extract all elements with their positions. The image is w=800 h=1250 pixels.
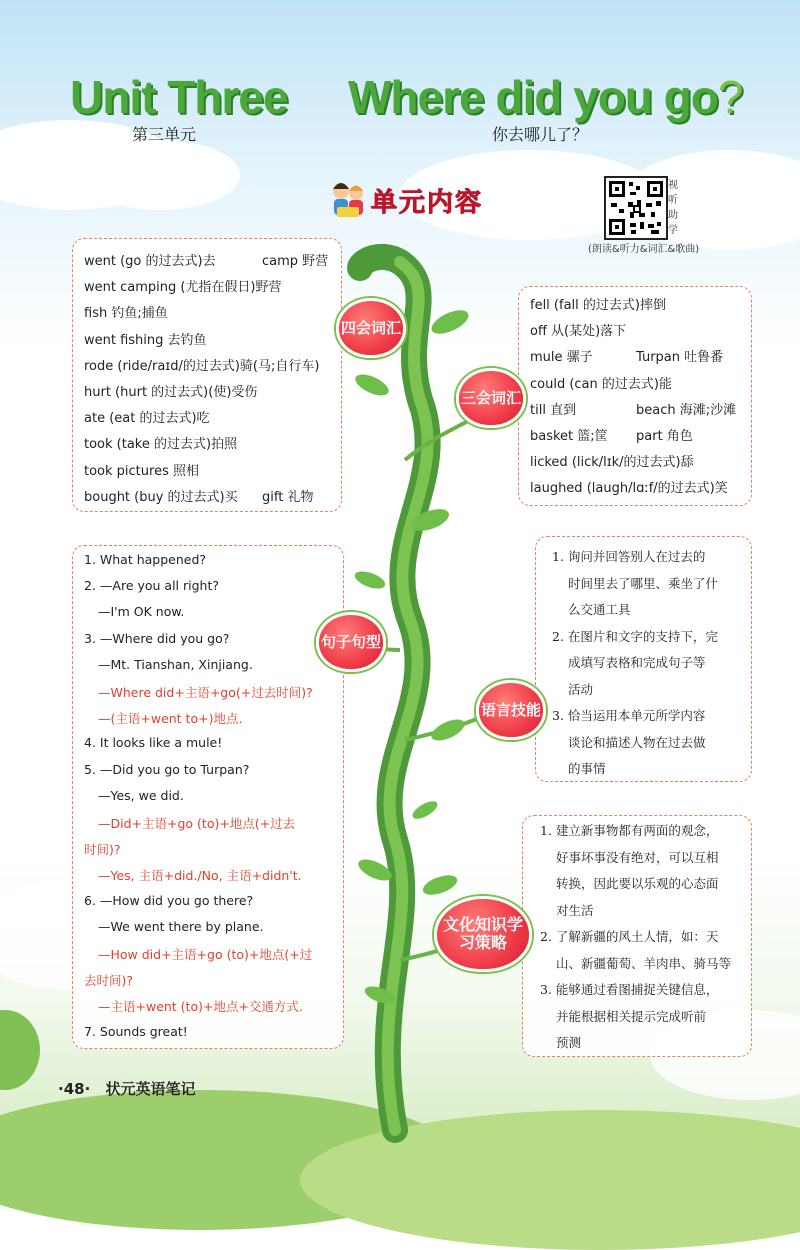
sentence-line: 4. It looks like a mule! [84, 735, 223, 751]
vocab-item: fell (fall 的过去式)摔倒 [530, 298, 666, 313]
vocab-item: licked (lick/lɪk/的过去式)舔 [530, 455, 694, 471]
sentence-line: —Yes, we did. [98, 787, 184, 803]
sentence-line: —主语+went (to)+地点+交通方式. [98, 999, 303, 1015]
culture-line: 3. 能够通过看图捕捉关键信息， [540, 982, 719, 997]
skill-line: 成填写表格和完成句子等 [568, 655, 706, 670]
culture-line: 对生活 [556, 902, 594, 918]
culture-line: 并能根据相关提示完成听前 [556, 1008, 707, 1024]
sentence-line: 1. What happened? [84, 552, 207, 567]
sentence-line: 6. —How did you go there? [84, 892, 254, 908]
vocab-item: went camping (尤指在假日)野营 [84, 280, 282, 296]
sentence-line: —Mt. Tianshan, Xinjiang. [98, 656, 253, 672]
sentence-line: —Did+主语+go (to)+地点(+过去 [98, 816, 296, 831]
sentence-line: 时间)? [84, 842, 121, 858]
unit-subtitle: 第三单元 [132, 125, 197, 144]
vocab-item: mule 骡子 [530, 350, 593, 366]
skill-line: 时间里去了哪里、乘坐了什 [568, 575, 719, 591]
page-number: ·48· [58, 1080, 91, 1098]
vocab-item: fish 钓鱼;捕鱼 [84, 306, 168, 322]
badge-language-skills: 语言技能 [476, 680, 546, 740]
sentence-line: 7. Sounds great! [84, 1023, 188, 1039]
badge-sentences: 句子句型 [316, 612, 386, 672]
title-text: Where did you go [348, 71, 718, 123]
sentence-line: 3. —Where did you go? [84, 630, 230, 646]
skill-line: 1. 询问并回答别人在过去的 [552, 549, 706, 564]
badge-four-skills-vocab: 四会词汇 [336, 298, 406, 358]
vocab-item: took pictures 照相 [84, 463, 199, 479]
sentence-line: —Yes, 主语+did./No, 主语+didn't. [98, 868, 302, 884]
vocab-item: camp 野营 [262, 254, 329, 269]
vocab-item: Turpan 吐鲁番 [636, 350, 724, 366]
skill-line: 2. 在图片和文字的支持下，完 [552, 628, 718, 644]
question-mark: ? [717, 71, 743, 123]
sentence-line: —How did+主语+go (to)+地点(+过 [98, 947, 313, 962]
vocab-item: went (go 的过去式)去 [84, 254, 216, 269]
culture-line: 1. 建立新事物都有两面的观念， [540, 823, 719, 838]
badge-culture-strategy: 文化知识学习策略 [434, 896, 532, 972]
book-title: 状元英语笔记 [105, 1080, 196, 1098]
skill-line: 的事情 [568, 761, 606, 776]
page-footer [58, 1078, 196, 1099]
vocab-item: hurt (hurt 的过去式)(使)受伤 [84, 385, 258, 400]
vocab-item: rode (ride/raɪd/的过去式)骑(马;自行车) [84, 358, 320, 374]
sentence-line: —(主语+went to+)地点. [98, 711, 243, 727]
vocab-item: went fishing 去钓鱼 [84, 332, 207, 348]
skill-line: 3. 恰当运用本单元所学内容 [552, 708, 706, 723]
vocab-item: bought (buy 的过去式)买 [84, 489, 238, 505]
question-subtitle: 你去哪儿了？ [492, 125, 589, 144]
qr-caption: (朗读&听力&词汇&歌曲) [588, 244, 700, 255]
culture-line: 好事坏事没有绝对，可以互相 [556, 849, 719, 865]
vocab-item: part 角色 [636, 429, 693, 444]
vocab-item: laughed (laugh/lɑːf/的过去式)笑 [530, 481, 728, 497]
badge-three-skills-vocab: 三会词汇 [456, 368, 526, 428]
three-skills-vocab-box [518, 286, 752, 506]
sentence-line: —Where did+主语+go(+过去时间)? [98, 685, 313, 700]
vocab-item: basket 篮;筐 [530, 429, 608, 444]
culture-line: 预测 [556, 1035, 582, 1050]
banner-label: 单元内容 [371, 187, 484, 218]
sentence-line: 2. —Are you all right? [84, 578, 220, 594]
skill-line: 谈论和描述人物在过去做 [568, 734, 706, 750]
culture-line: 转换，因此要以乐观的心态面 [556, 876, 719, 891]
sentence-line: 5. —Did you go to Turpan? [84, 761, 250, 777]
skill-line: 活动 [568, 681, 594, 697]
qr-side-label: 视听助学 [668, 180, 678, 236]
sentence-line: —We went there by plane. [98, 918, 264, 934]
vocab-item: gift 礼物 [262, 489, 314, 505]
vocab-item: could (can 的过去式)能 [530, 376, 672, 392]
culture-line: 2. 了解新疆的风土人情，如：天 [540, 929, 719, 944]
sentence-line: 去时间)? [84, 973, 134, 989]
vocab-item: took (take 的过去式)拍照 [84, 437, 238, 453]
sentence-line: —I'm OK now. [98, 604, 185, 620]
unit-title: Unit Three [70, 71, 288, 123]
vocab-item: till 直到 [530, 402, 577, 418]
vocab-item: off 从(某处)落下 [530, 324, 627, 340]
skill-line: 么交通工具 [568, 602, 631, 617]
culture-line: 山、新疆葡萄、羊肉串、骑马等 [556, 955, 732, 971]
vocab-item: ate (eat 的过去式)吃 [84, 411, 210, 427]
vocab-item: beach 海滩;沙滩 [636, 402, 737, 418]
